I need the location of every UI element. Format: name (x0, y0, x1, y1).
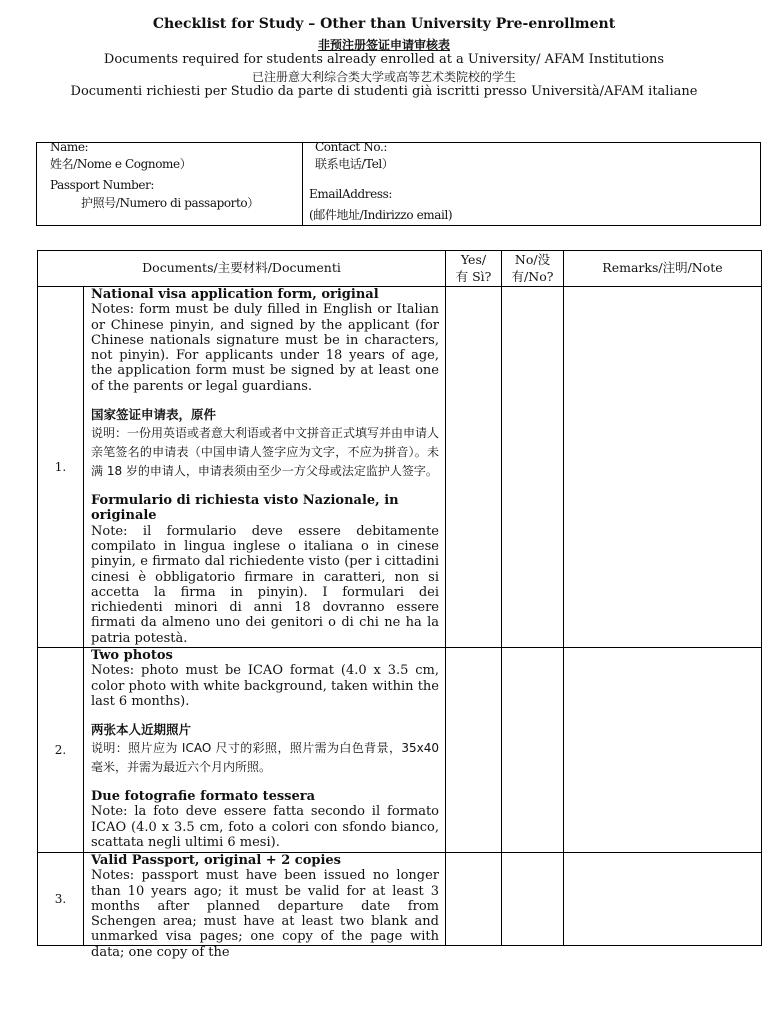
yes-checkbox-cell[interactable] (446, 853, 502, 946)
chinese-note: 说明：照片应为 ICAO 尺寸的彩照，照片需为白色背景，35x40 毫米，并需为最近六个月内所照。 (91, 741, 439, 775)
contact-label: Contact No.: (315, 140, 388, 154)
english-note: Notes: photo must be ICAO format (4.0 x 3.5 cm, color photo with white background, taken within the last 6 months). (91, 663, 439, 709)
applicant-info-divider (302, 143, 303, 225)
applicant-info-box (36, 142, 761, 226)
name-label: Name: (50, 140, 89, 154)
row-description (84, 287, 446, 648)
remarks-cell[interactable] (564, 648, 762, 853)
italian-note: Note: la foto deve essere fatta secondo il formato ICAO (4.0 x 3.5 cm, foto a colori con sfondo bianco, scattata negli ultimi 6 mesi). (91, 804, 439, 851)
english-title: National visa application form, original (91, 287, 379, 302)
document-title: Checklist for Study – Other than University Pre-enrollment (152, 16, 616, 32)
table-row (38, 648, 762, 853)
remarks-cell[interactable] (564, 853, 762, 946)
row-number: 3. (38, 853, 84, 946)
english-title: Two photos (91, 648, 173, 663)
no-header-line-1: No/没 (514, 252, 551, 268)
table-row (38, 853, 762, 946)
remarks-column-header: Remarks/注明/Note (564, 251, 762, 287)
yes-column-header (446, 251, 502, 287)
yes-header-line-2: 有 Sì? (455, 268, 492, 284)
yes-header-line-1: Yes/ (460, 252, 487, 268)
yes-checkbox-cell[interactable] (446, 287, 502, 648)
contact-sublabel: 联系电话/Tel） (315, 157, 394, 171)
no-checkbox-cell[interactable] (502, 287, 564, 648)
row-description (84, 648, 446, 853)
no-checkbox-cell[interactable] (502, 853, 564, 946)
passport-sublabel: 护照号/Numero di passaporto） (81, 196, 259, 210)
name-sublabel: 姓名/Nome e Cognome） (50, 157, 192, 171)
row-description (84, 853, 446, 960)
english-note: Notes: form must be duly filled in English or Italian or Chinese pinyin, and signed by the applicant (for Chinese nationals signature must be in characters, not pinyin). For applicants under 18 years of age, the application form must be signed by at least one of the parents or legal guardians. (91, 302, 439, 394)
italian-title: Due fotografie formato tessera (91, 789, 316, 805)
row-number: 2. (38, 648, 84, 853)
email-label: EmailAddress: (309, 187, 392, 201)
chinese-title: 国家签证申请表，原件 (91, 407, 217, 423)
table-header-row (38, 251, 762, 287)
email-sublabel: (邮件地址/Indirizzo email) (309, 208, 453, 222)
italian-title: Formulario di richiesta visto Nazionale, in originale (91, 493, 399, 524)
remarks-cell[interactable] (564, 287, 762, 648)
no-column-header (502, 251, 564, 287)
document-title-chinese: 非预注册签证申请审核表 (317, 38, 450, 52)
chinese-title: 两张本人近期照片 (91, 722, 192, 738)
row-number: 1. (38, 287, 84, 648)
table-row (38, 287, 762, 648)
subtitle-italian: Documenti richiesti per Studio da parte di studenti già iscritti presso Università/AFAM italiane (70, 84, 698, 99)
italian-note: Note: il formulario deve essere debitamente compilato in lingua inglese o italiana o in cinese pinyin, e firmato dal richiedente visto (per i cittadini cinesi è obbligatorio firmare in caratteri, non si accetta la firma in pinyin). I formulari dei richiedenti minori di anni 18 dovranno essere firmati da almeno uno dei genitori o di chi ne ha la patria potestà. (91, 523, 439, 646)
yes-checkbox-cell[interactable] (446, 648, 502, 853)
english-title: Valid Passport, original + 2 copies (91, 853, 341, 868)
chinese-note: 说明：一份用英语或者意大利语或者中文拼音正式填写并由申请人亲笔签名的申请表（中国申请人签字应为文字，不应为拼音）。未满 18 岁的申请人，申请表须由至少一方父母或法定监护人签字。 (91, 426, 440, 479)
documents-table (37, 250, 762, 960)
documents-column-header: Documents/主要材料/Documenti (38, 251, 446, 287)
passport-label: Passport Number: (50, 178, 155, 192)
subtitle-english: Documents required for students already enrolled at a University/ AFAM Institutions (103, 52, 665, 67)
no-checkbox-cell[interactable] (502, 648, 564, 853)
no-header-line-2: 有/No? (511, 268, 554, 284)
english-note: Notes: passport must have been issued no longer than 10 years ago; it must be valid for at least 3 months after planned departure date from Schengen area; must have at least two blank and unmarked visa pages; one copy of the page with data; one copy of the (91, 868, 439, 960)
subtitle-chinese: 已注册意大利综合类大学或高等艺术类院校的学生 (251, 70, 516, 84)
